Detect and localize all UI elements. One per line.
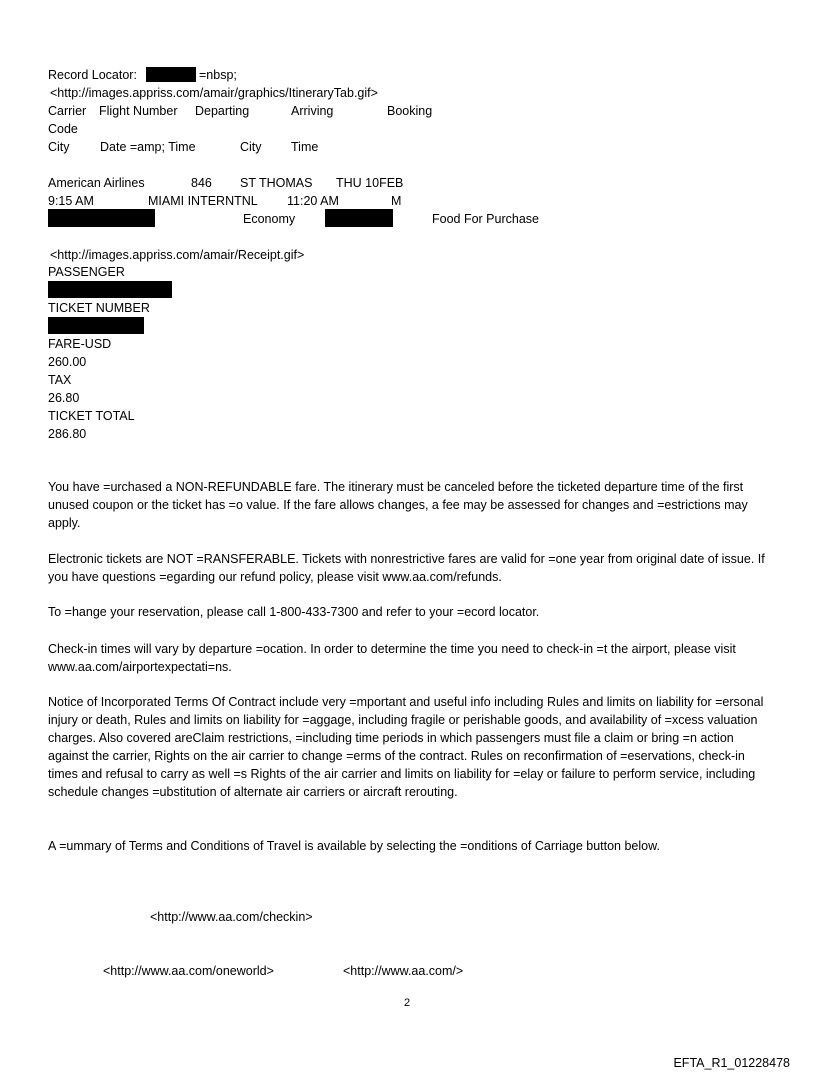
ticket-total-value: 286.80 [48,427,87,441]
ticket-number-label: TICKET NUMBER [48,301,150,315]
flight-date: THU 10FEB [336,176,404,190]
flight-booking-code: M [391,194,402,208]
tax-value: 26.80 [48,391,80,405]
col-arriving: Arriving [291,104,334,118]
passenger-label: PASSENGER [48,265,125,279]
col-code: Code [48,122,78,136]
paragraph-change-reservation: To =hange your reservation, please call 1-800-433-7300 and refer to your =ecord locator. [48,605,540,619]
col-carrier: Carrier [48,104,87,118]
redaction-ticket-number [48,317,144,334]
fare-value: 260.00 [48,355,87,369]
sub-time: Time [291,140,319,154]
sub-date-time: Date =amp; Time [100,140,196,154]
oneworld-link[interactable]: <http://www.aa.com/oneworld> [103,964,274,978]
flight-to-city: MIAMI INTERNTNL [148,194,258,208]
fare-label: FARE-USD [48,337,112,351]
flight-from-city: ST THOMAS [240,176,313,190]
record-locator-label: Record Locator: [48,68,137,82]
paragraph-summary-terms: A =ummary of Terms and Conditions of Travel is available by selecting the =onditions of Carriage button below. [48,839,660,853]
checkin-link[interactable]: <http://www.aa.com/checkin> [150,910,313,924]
paragraph-electronic-tickets: Electronic tickets are NOT =RANSFERABLE. Tickets with nonrestrictive fares are valid for =one year from original date of issue. If you have questions =egarding our refund policy, please visit www.aa.com/refunds. [48,552,765,584]
flight-arr-time: 11:20 AM [287,194,339,208]
document-id: EFTA_R1_01228478 [673,1056,790,1070]
flight-cabin: Economy [243,212,296,226]
paragraph-non-refundable: You have =urchased a NON-REFUNDABLE fare. The itinerary must be canceled before the ticketed departure time of the first unused coupon or the ticket has =o value. If the fare allows changes, a fee may be assessed for changes and =estrictions may apply. [48,480,748,530]
flight-dep-time: 9:15 AM [48,194,94,208]
record-locator-suffix: =nbsp; [199,68,237,82]
paragraph-check-in-times: Check-in times will vary by departure =ocation. In order to determine the time you need to check-in =t the airport, please visit www.aa.com/airportexpectati=ns. [48,642,736,674]
aa-home-link[interactable]: <http://www.aa.com/> [343,964,464,978]
redaction-flight-2 [325,209,393,227]
flight-meal: Food For Purchase [432,212,539,226]
paragraph-terms-of-contract: Notice of Incorporated Terms Of Contract include very =mportant and useful info including Rules and limits on liability for =ersonal injury or death, Rules and limits on liability for =aggage, including fragile or perishable goods, and availability of =xcess valuation charges. Also covered areClaim restrictions, =including time periods in which passengers must file a claim or bring =n action against the carrier, Rights on the air carrier to change =erms of the contract. Rules on reconfirmation of =eservations, check-in times and refusal to carry as well =s Rights of the air carrier and limits on liability for =elay or failure to perform service, including schedule changes =ubstitution of alternate air carriers or aircraft rerouting. [48,695,764,799]
flight-number: 846 [191,176,212,190]
sub-city: City [48,140,70,154]
receipt-link[interactable]: <http://images.appriss.com/amair/Receipt.gif> [50,248,305,262]
col-flight-number: Flight Number [99,104,178,118]
itinerary-tab-link[interactable]: <http://images.appriss.com/amair/graphics/ItineraryTab.gif> [50,86,378,100]
tax-label: TAX [48,373,72,387]
sub-city-2: City [240,140,262,154]
redaction-record-locator [146,67,196,82]
flight-carrier: American Airlines [48,176,145,190]
redaction-flight-1 [48,209,155,227]
ticket-total-label: TICKET TOTAL [48,409,135,423]
col-booking: Booking [387,104,433,118]
redaction-passenger [48,281,172,298]
col-departing: Departing [195,104,250,118]
page-number: 2 [404,997,411,1009]
